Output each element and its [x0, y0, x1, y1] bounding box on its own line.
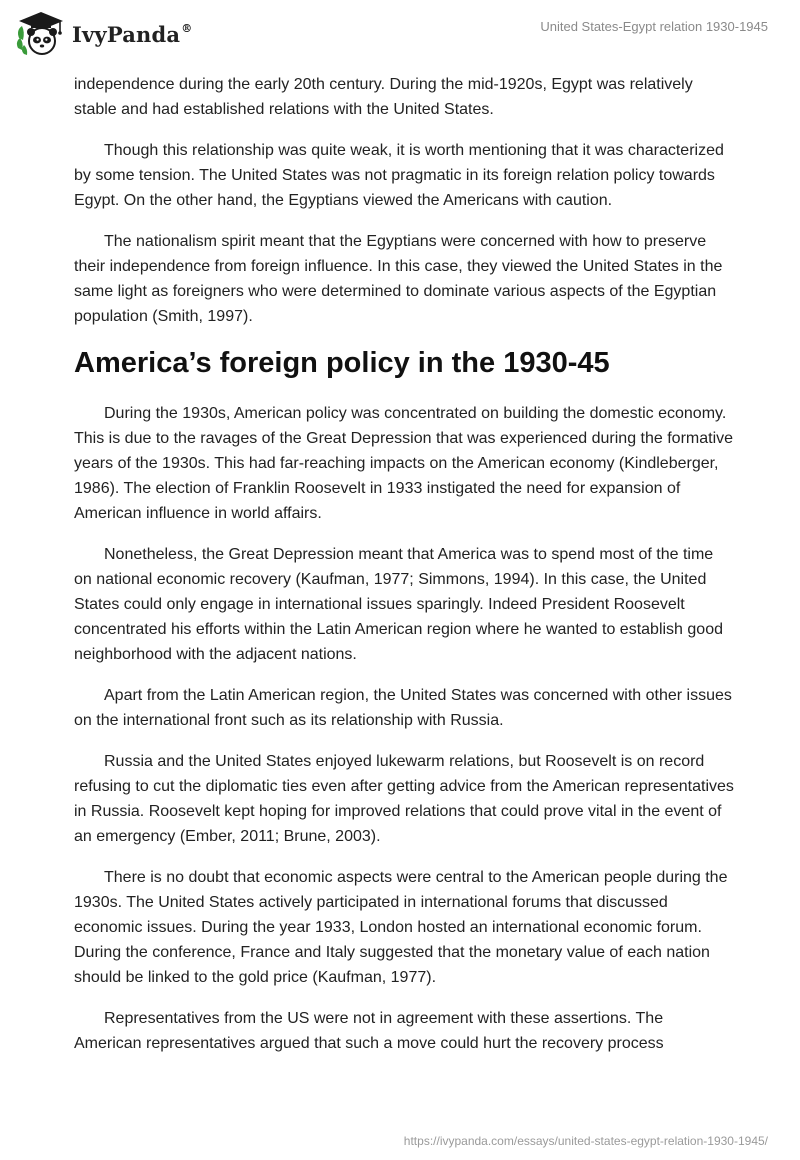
paragraph: Apart from the Latin American region, the United States was concerned with other issues on the international front such as its relationship with Russia.: [74, 687, 732, 729]
page-header: [0, 0, 800, 70]
source-url-link[interactable]: https://ivypanda.com/essays/united-states-egypt-relation-1930-1945/: [403, 1134, 768, 1148]
paragraph: There is no doubt that economic aspects were central to the American people during the 1930s. The United States actively participated in international forums that discussed economic issues. During the year 1933, London hosted an international economic forum. During the conference, France and Italy suggested that the monetary value of each nation should be linked to the gold price (Kaufman, 1977).: [74, 869, 728, 986]
paragraph: Though this relationship was quite weak, it is worth mentioning that it was characterized by some tension. The United States was not pragmatic in its foreign relation policy towards Egypt. On the other hand, the Egyptians viewed the Americans with caution.: [74, 142, 724, 209]
paragraph: During the 1930s, American policy was concentrated on building the domestic economy. This is due to the ravages of the Great Depression that was experienced during the formative years of the 1930s. This had far-reaching impacts on the American economy (Kindleberger, 1986). The election of Franklin Roosevelt in 1933 instigated the need for expansion of American influence in world affairs.: [74, 405, 734, 522]
section-heading: America’s foreign policy in the 1930-45: [74, 347, 610, 379]
document-title: United States-Egypt relation 1930-1945: [540, 19, 768, 34]
paragraph: Representatives from the US were not in agreement with these assertions. The American representatives argued that such a move could hurt the recovery process: [74, 1010, 664, 1052]
panda-graduate-icon: [16, 10, 66, 58]
registered-mark: ®: [181, 21, 193, 35]
brand-name: IvyPanda®: [72, 21, 193, 47]
paragraph: Nonetheless, the Great Depression meant that America was to spend most of the time on national economic recovery (Kaufman, 1977; Simmons, 1994). In this case, the United States could only engage in international issues sparingly. Indeed President Roosevelt concentrated his efforts within the Latin American region where he wanted to establish good neighborhood with the adjacent nations.: [74, 546, 723, 663]
paragraph: Russia and the United States enjoyed lukewarm relations, but Roosevelt is on record refusing to cut the diplomatic ties even after getting advice from the American representatives in Russia. Roosevelt kept hoping for improved relations that could prove vital in the event of an emergency (Ember, 2011; Brune, 2003).: [74, 753, 734, 845]
paragraph: The nationalism spirit meant that the Egyptians were concerned with how to preserve their independence from foreign influence. In this case, they viewed the United States in the same light as foreigners who were determined to dominate various aspects of the Egyptian population (Smith, 1997).: [74, 233, 723, 325]
ivypanda-logo[interactable]: [16, 10, 192, 58]
essay-body: [74, 72, 734, 1072]
paragraph: independence during the early 20th century. During the mid-1920s, Egypt was relatively stable and had established relations with the United States.: [74, 76, 693, 118]
